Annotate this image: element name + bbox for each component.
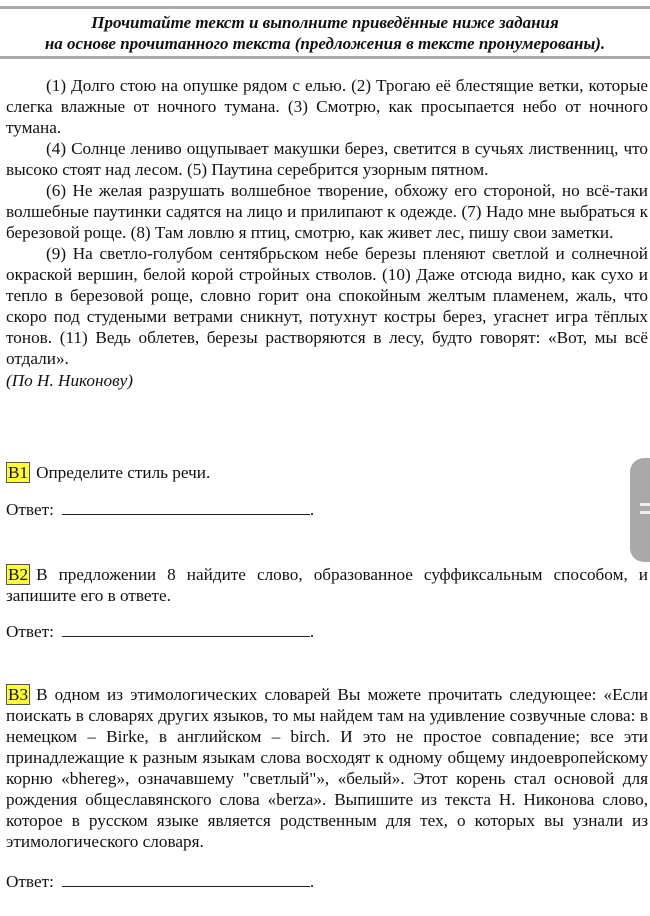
task-tag: B2 — [8, 565, 29, 584]
answer-period: . — [309, 500, 315, 519]
source-attribution: (По Н. Никонову) — [6, 371, 133, 390]
task-b3 — [6, 684, 648, 852]
handle-icon — [640, 511, 650, 514]
answer-label: Ответ: — [6, 500, 54, 519]
task-question: Определите стиль речи. — [36, 463, 211, 482]
answer-b1 — [6, 500, 314, 520]
paragraph-2: (4) Солнце лениво ощупывает макушки берез, светится в сучьях лиственниц, что высоко стоят над лесом. (5) Паутина серебрится узорным пятном. — [6, 139, 648, 179]
answer-period: . — [309, 622, 315, 641]
task-tag: B1 — [8, 463, 29, 482]
task-question: В одном из этимологических словарей Вы можете прочитать следующее: «Если поискать в словарях других языков, то мы найдем там на удивление созвучные слова: в немецком – Birke, в английском – birch. И это не простое совпадение; все эти принадлежащие к разным языкам слова восходят к одному общему индоевропейскому корню «bhereg», означавшему "светлый"», «белый». Этот корень стал основой для рождения общеславянского слова «berza». Выпишите из текста Н. Никонова слово, которое в русском языке является родственным для тех, о которых вы узнали из этимологического словаря. — [6, 685, 648, 851]
handle-icon — [640, 503, 650, 506]
side-panel-handle[interactable] — [630, 458, 650, 562]
paragraph-3: (6) Не желая разрушать волшебное творение, обхожу его стороной, но всё-таки волшебные паутинки садятся на лицо и прилипают к одежде. (7) Надо мне выбраться к березовой роще. (8) Там ловлю я птиц, смотрю, как живет лес, пишу свои заметки. — [6, 181, 648, 242]
paragraph-1: (1) Долго стою на опушке рядом с елью. (2) Трогаю её блестящие ветки, которые слегка влажные от ночного тумана. (3) Смотрю, как просыпается небо от ночного тумана. — [6, 76, 648, 137]
answer-label: Ответ: — [6, 622, 54, 641]
answer-period: . — [309, 872, 315, 891]
paragraph-4: (9) На светло-голубом сентябрьском небе березы пленяют светлой и солнечной окраской вершин, белой корой стройных стволов. (10) Даже отсюда видно, как сухо и тепло в березовой роще, словно горит она спокойным желтым пламенем, жаль, что скоро под студеными ветрами сникнут, потухнут костры берез, угаснет игра тёплых тонов. (11) Ведь облетев, березы растворяются в лесу, будто говорят: «Вот, мы всё отдали». — [6, 244, 648, 368]
instructions-header — [0, 6, 650, 59]
task-b2 — [6, 564, 648, 606]
reading-text — [6, 75, 648, 391]
answer-field[interactable] — [62, 872, 310, 887]
header-line-1: Прочитайте текст и выполните приведённые ниже задания — [91, 13, 559, 32]
answer-field[interactable] — [62, 500, 310, 515]
answer-b2 — [6, 622, 314, 642]
answer-b3 — [6, 872, 314, 892]
task-tag: B3 — [8, 685, 29, 704]
header-line-2: на основе прочитанного текста (предложения в тексте пронумерованы). — [44, 34, 606, 53]
task-question: В предложении 8 найдите слово, образованное суффиксальным способом, и запишите его в ответе. — [6, 565, 648, 605]
answer-field[interactable] — [62, 622, 310, 637]
task-b1 — [6, 462, 648, 483]
answer-label: Ответ: — [6, 872, 54, 891]
